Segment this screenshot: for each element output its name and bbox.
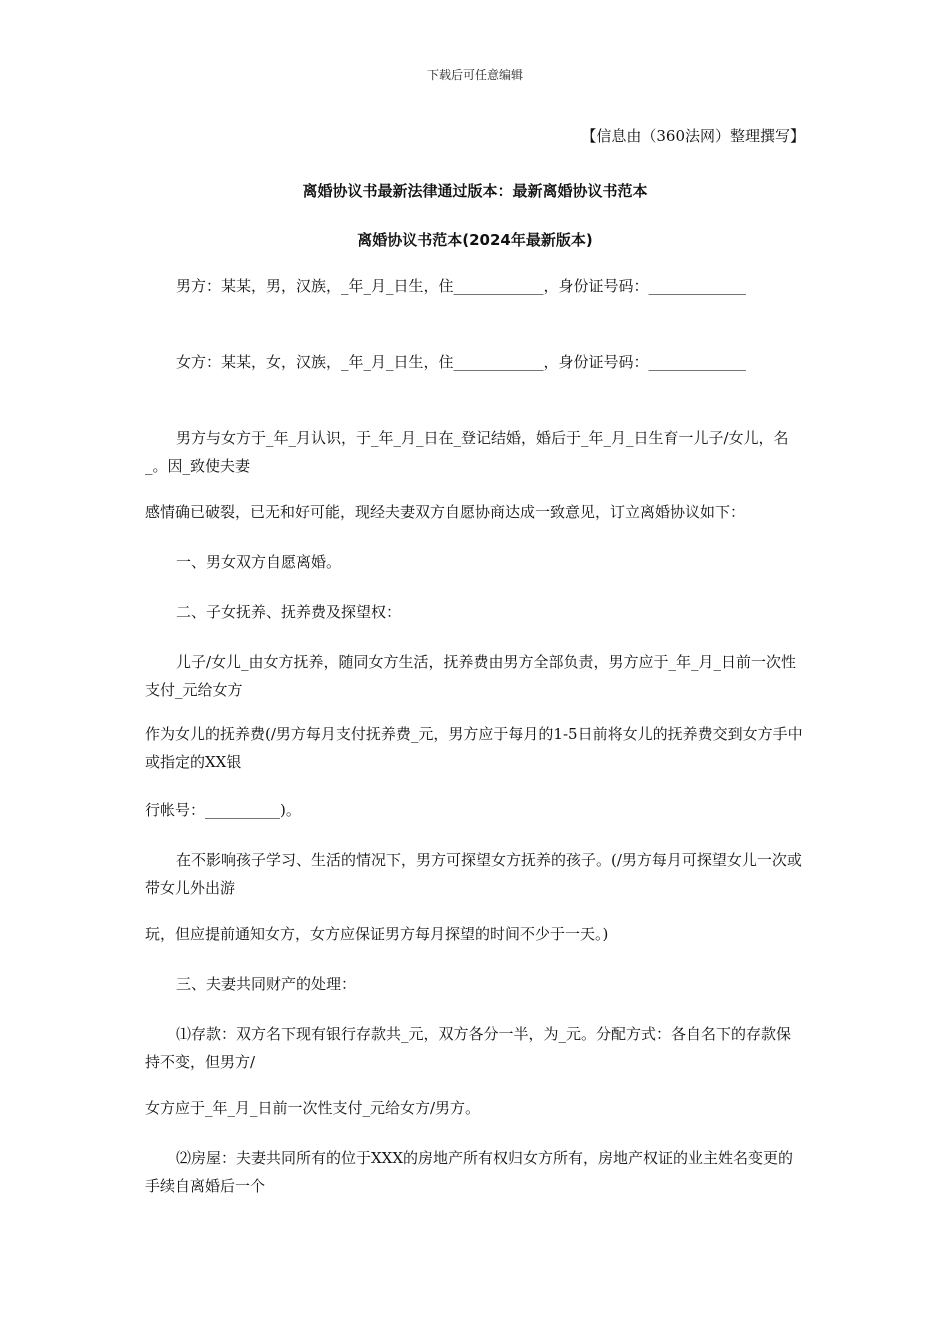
paragraph-savings: ⑴存款：双方名下现有银行存款共_元，双方各分一半，为_元。分配方式：各自名下的存款保持不变，但男方/ (145, 1025, 792, 1071)
clause-2-heading: 二、子女抚养、抚养费及探望权： (176, 603, 402, 621)
clause-3-heading: 三、夫妻共同财产的处理： (176, 975, 357, 993)
paragraph-savings-cont: 女方应于_年_月_日前一次性支付_元给女方/男方。 (145, 1099, 481, 1117)
paragraph-agreement-intro: 感情确已破裂，已无和好可能，现经夫妻双方自愿协商达成一致意见，订立离婚协议如下： (145, 503, 746, 521)
paragraph-visitation-cont: 玩，但应提前通知女方，女方应保证男方每月探望的时间不少于一天。) (145, 925, 609, 943)
document-subtitle: 离婚协议书范本(2024年最新版本) (357, 231, 593, 249)
paragraph-husband-info: 男方：某某，男，汉族，_年_月_日生，住____________，身份证号码：_____________ (176, 277, 747, 295)
paragraph-custody: 儿子/女儿_由女方抚养，随同女方生活，抚养费由男方全部负责，男方应于_年_月_日前一次性支付_元给女方 (145, 653, 797, 699)
paragraph-bank-account: 行帐号：__________)。 (145, 801, 301, 819)
paragraph-marriage-background: 男方与女方于_年_月认识，于_年_月_日在_登记结婚，婚后于_年_月_日生育一儿子/女儿，名_。因_致使夫妻 (145, 429, 789, 475)
document-title: 离婚协议书最新法律通过版本：最新离婚协议书范本 (302, 182, 648, 200)
paragraph-housing: ⑵房屋：夫妻共同所有的位于XXX的房地产所有权归女方所有，房地产权证的业主姓名变更的手续自离婚后一个 (145, 1149, 794, 1195)
paragraph-child-support: 作为女儿的抚养费(/男方每月支付抚养费_元，男方应于每月的1-5日前将女儿的抚养费交到女方手中或指定的XX银 (145, 725, 803, 771)
source-attribution: 【信息由（360法网）整理撰写】 (581, 127, 805, 145)
clause-1-divorce: 一、男女双方自愿离婚。 (176, 553, 342, 571)
paragraph-visitation: 在不影响孩子学习、生活的情况下，男方可探望女方抚养的孩子。(/男方每月可探望女儿一次或带女儿外出游 (145, 851, 802, 897)
download-note: 下载后可任意编辑 (426, 68, 523, 82)
paragraph-wife-info: 女方：某某，女，汉族，_年_月_日生，住____________，身份证号码：_____________ (176, 353, 747, 371)
